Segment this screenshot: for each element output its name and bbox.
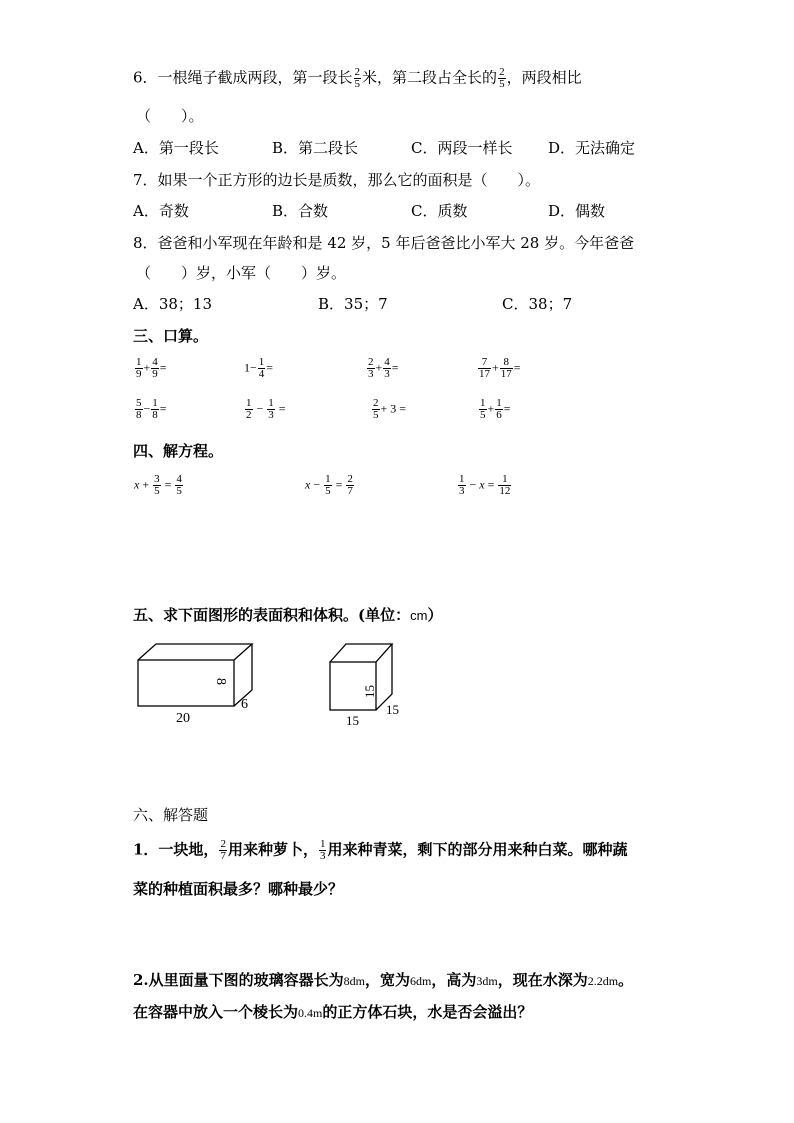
section-5-title: 五、求下面图形的表面积和体积。(单位：cm） <box>133 606 443 624</box>
mental-calc-r1c4: $\frac{7}{17}$ + $\frac{8}{17}$ = <box>479 356 521 380</box>
mental-calc-r2c4: $\frac{1}{5}$ + $\frac{1}{6}$ = <box>480 397 511 421</box>
q8-stem-line1: 8．爸爸和小军现在年龄和是 42 岁，5 年后爸爸比小军大 28 岁。今年爸爸 <box>133 234 635 252</box>
cube-width-label: 15 <box>346 713 359 728</box>
cuboid-height-label: 8 <box>213 678 228 685</box>
equation-3: $\frac{1}{3}$ − x = $\frac{1}{12}$ <box>459 473 511 497</box>
cuboid-width-label: 6 <box>241 697 248 712</box>
q8-stem-line2: （ ）岁，小军（ ）岁。 <box>136 264 347 282</box>
q7-option-d: D．偶数 <box>548 202 606 220</box>
cube-height-label: 15 <box>362 685 377 698</box>
q6-blank: （ ）。 <box>136 107 204 125</box>
section-4-title: 四、解方程。 <box>133 442 224 460</box>
problem-1-line1: 1．一块地， $\frac{2}{7}$ 用来种萝卜， $\frac{1}{3}$ 用来种青菜，剩下的部分用来种白菜。哪种蔬 <box>133 838 628 862</box>
q8-option-b: B．35；7 <box>318 295 388 313</box>
mental-calc-r2c1: $\frac{5}{8}$ − $\frac{1}{8}$ = <box>136 397 167 421</box>
cube-edges <box>330 644 392 710</box>
q6-option-b: B．第二段长 <box>272 139 359 157</box>
problem-2-line1: 2.从里面量下图的玻璃容器长为8dm，宽为6dm，高为3dm，现在水深为2.2dm。 <box>133 971 634 989</box>
cuboid-edges <box>138 644 252 706</box>
mental-calc-r1c2: 1− $\frac{1}{4}$ = <box>244 356 274 380</box>
fraction: $\frac{2}{5}$ <box>499 66 505 90</box>
cube-figure <box>322 638 412 730</box>
mental-calc-r2c3: $\frac{2}{5}$ + 3 = <box>373 397 407 421</box>
q7-option-b: B．合数 <box>272 202 329 220</box>
mental-calc-r1c3: $\frac{2}{3}$ + $\frac{4}{3}$ = <box>368 356 399 380</box>
mental-calc-r1c1: $\frac{1}{9}$ + $\frac{4}{9}$ = <box>136 356 167 380</box>
equation-1: x + $\frac{3}{5}$ = $\frac{4}{5}$ <box>134 473 182 497</box>
q8-option-a: A．38；13 <box>133 295 213 313</box>
cuboid-figure <box>130 638 270 728</box>
q6-stem: 6．一根绳子截成两段，第一段长 $\frac{2}{5}$ 米，第二段占全长的 $\frac{2}{5}$ ，两段相比 <box>133 66 582 90</box>
section-3-title: 三、口算。 <box>133 327 209 345</box>
cuboid-length-label: 20 <box>176 711 190 726</box>
problem-2-line2: 在容器中放入一个棱长为0.4m的正方体石块，水是否会溢出？ <box>133 1003 533 1021</box>
q7-option-a: A．奇数 <box>133 202 189 220</box>
mental-calc-r2c2: $\frac{1}{2}$ − $\frac{1}{3}$ = <box>246 397 286 421</box>
q7-stem: 7．如果一个正方形的边长是质数，那么它的面积是（ ）。 <box>133 171 541 189</box>
q8-option-c: C．38；7 <box>502 295 573 313</box>
q6-option-a: A．第一段长 <box>133 139 219 157</box>
q6-option-d: D．无法确定 <box>548 139 636 157</box>
fraction: $\frac{2}{5}$ <box>354 66 361 90</box>
problem-1-line2: 菜的种植面积最多？哪种最少？ <box>133 880 344 898</box>
q6-option-c: C．两段一样长 <box>411 139 513 157</box>
equation-2: x − $\frac{1}{5}$ = $\frac{2}{7}$ <box>305 473 353 497</box>
section-6-title: 六、解答题 <box>133 806 209 824</box>
q7-option-c: C．质数 <box>411 202 468 220</box>
cube-depth-label: 15 <box>386 702 399 717</box>
